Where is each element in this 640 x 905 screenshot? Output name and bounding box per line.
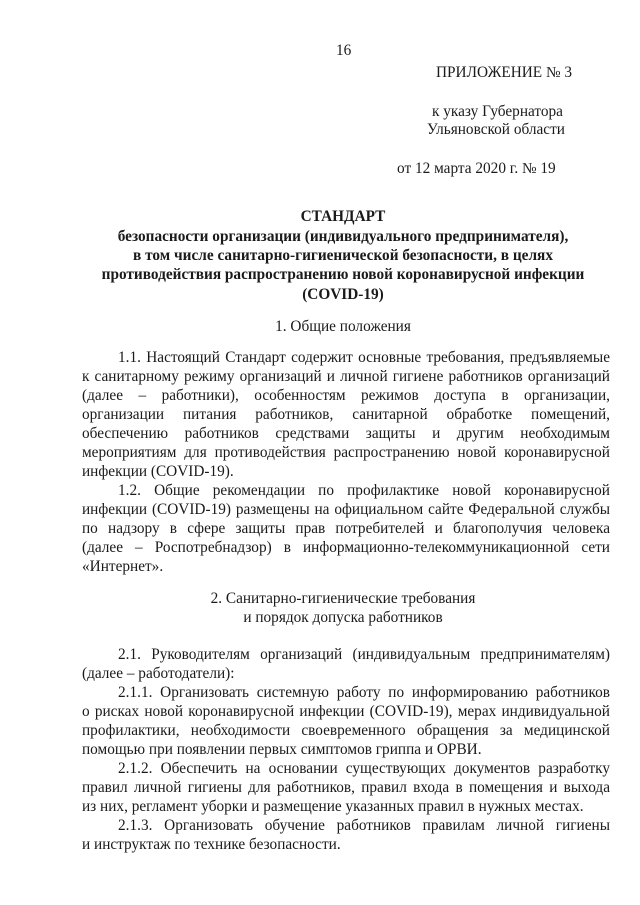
text-line: инфекции (COVID-19) размещены на официальном сайте Федеральной службы [82, 501, 610, 518]
text-line: помощью при появлении первых симптомов гриппа и ОРВИ. [82, 741, 482, 758]
document-subtitle-line: (COVID-19) [302, 286, 384, 303]
decree-date: от 12 марта 2020 г. № 19 [397, 160, 556, 177]
decree-reference-2: Ульяновской области [427, 121, 565, 138]
document-subtitle-line: безопасности организации (индивидуального предпринимателя), [117, 228, 569, 245]
text-line: 2.1.1. Организовать системную работу по информированию работников [118, 684, 610, 701]
text-line: и инструктаж по технике безопасности. [82, 836, 341, 853]
paragraph-1-1 [82, 348, 610, 576]
text-line: 1.1. Настоящий Стандарт содержит основные требования, предъявляемые [118, 349, 610, 366]
text-line: профилактики, необходимости своевременного обращения за медицинской [82, 722, 610, 739]
text-line: организации питания работников, санитарной обработке помещений, [82, 406, 610, 423]
text-line: 2.1.3. Организовать обучение работников правилам личной гигиены [118, 817, 610, 834]
text-line: (далее – работники), особенностям режимов доступа в организации, [82, 387, 610, 404]
text-line: по надзору в сфере защиты прав потребителей и благополучия человека [82, 520, 610, 537]
section-2-heading: 2. Санитарно-гигиенические требования [210, 590, 476, 607]
appendix-label: ПРИЛОЖЕНИЕ № 3 [436, 64, 573, 81]
text-line: из них, регламент уборки и размещение указанных правил в нужных местах. [82, 798, 584, 815]
section-2-heading: и порядок допуска работников [243, 609, 443, 626]
text-line: (далее – работодатели): [82, 665, 235, 682]
paragraph-2-1 [82, 645, 610, 854]
text-line: 1.2. Общие рекомендации по профилактике новой коронавирусной [118, 482, 610, 499]
section-1-heading: 1. Общие положения [275, 318, 411, 335]
document-subtitle-line: в том числе санитарно-гигиенической безопасности, в целях [133, 247, 553, 264]
text-line: «Интернет». [82, 558, 164, 575]
text-line: инфекции (COVID-19). [82, 463, 234, 480]
text-line: к санитарному режиму организаций и личной гигиене работников организаций [82, 368, 610, 385]
text-line: 2.1.2. Обеспечить на основании существующих документов разработку [118, 760, 610, 777]
document-subtitle-line: противодействия распространению новой коронавирусной инфекции [101, 266, 585, 283]
document-title: СТАНДАРТ [300, 208, 386, 225]
decree-reference-1: к указу Губернатора [432, 103, 563, 120]
text-line: обеспечению работников средствами защиты и другим необходимым [82, 425, 610, 442]
text-line: о рисках новой коронавирусной инфекции (COVID-19), мерах индивидуальной [82, 703, 610, 720]
text-line: 2.1. Руководителям организаций (индивидуальным предпринимателям) [118, 646, 610, 663]
text-line: мероприятиям для противодействия распространению новой коронавирусной [82, 444, 610, 461]
text-line: (далее – Роспотребнадзор) в информационно-телекоммуникационной сети [82, 539, 610, 556]
page-number: 16 [336, 42, 352, 59]
text-line: правил личной гигиены для работников, правил входа в помещения и выхода [82, 779, 610, 796]
